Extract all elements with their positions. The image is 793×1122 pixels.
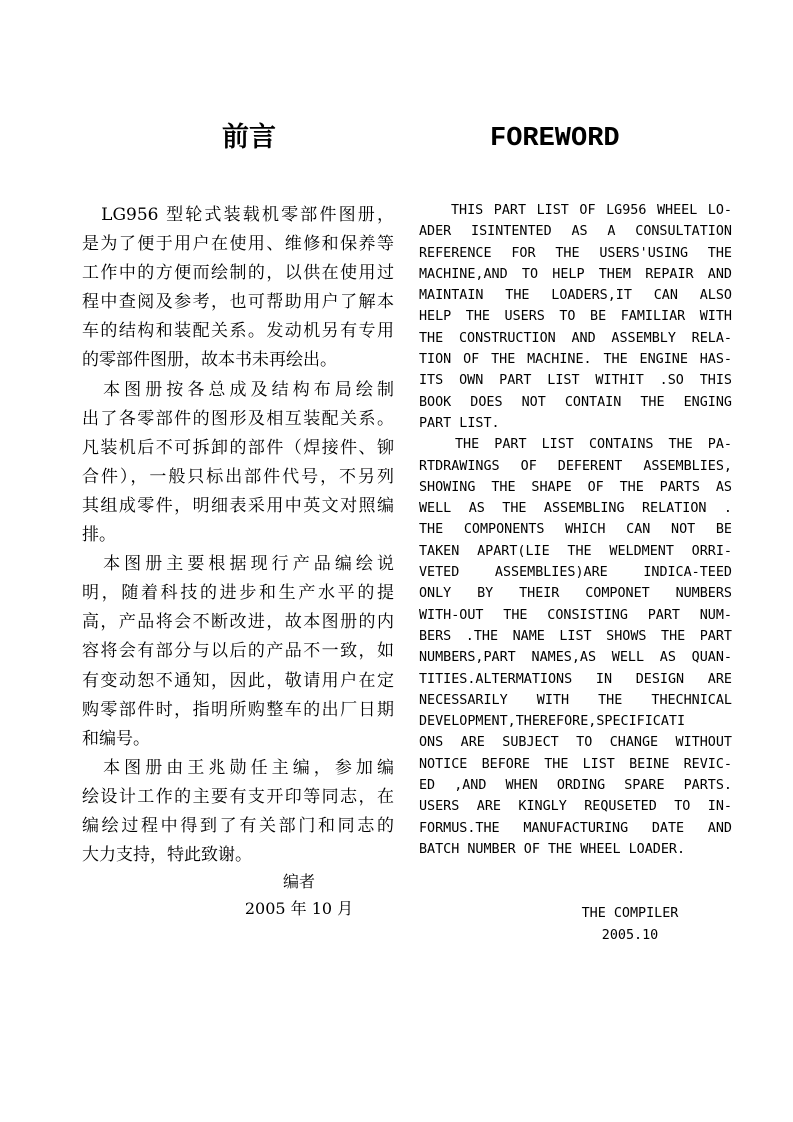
text-line-en-22: NUMBERS,PART NAMES,AS WELL AS QUAN- (419, 650, 732, 666)
text-line-en-20: WITH-OUT THE CONSISTING PART NUM- (419, 607, 732, 623)
foreword-chinese-body (82, 201, 394, 870)
text-line-cn-23: 大力支持，特此致谢。 (82, 845, 252, 866)
text-line-en-30: FORMUS.THE MANUFACTURING DATE AND (419, 820, 732, 836)
text-line-cn-11: 其组成零件，明细表采用中英文对照编 (82, 495, 394, 516)
text-line-en-25: DEVELOPMENT,THEREFORE,SPECIFICATI (419, 714, 686, 730)
text-line-en-1: THIS PART LIST OF LG956 WHEEL LO- (451, 203, 732, 218)
text-line-en-15: WELL AS THE ASSEMBLING RELATION . (419, 501, 732, 517)
text-line-cn-1: LG956 型轮式装载机零部件图册， (82, 205, 394, 225)
signature-date-cn: 2005 年 10 月 (244, 899, 354, 918)
text-line-en-14: SHOWING THE SHAPE OF THE PARTS AS (419, 479, 732, 495)
text-line-en-6: HELP THE USERS TO BE FAMILIAR WITH (419, 309, 732, 325)
text-line-cn-18: 购零部件时，指明所购整车的出厂日期 (82, 699, 394, 720)
text-line-en-18: VETED ASSEMBLIES)ARE INDICA-TEED (419, 565, 732, 581)
text-line-en-3: REFERENCE FOR THE USERS'USING THE (419, 245, 732, 261)
title-english: FOREWORD (490, 124, 620, 154)
text-line-cn-5: 车的结构和装配关系。发动机另有专用 (82, 321, 394, 342)
text-line-en-31: BATCH NUMBER OF THE WHEEL LOADER. (419, 841, 686, 857)
text-line-en-9: ITS OWN PART LIST WITHIT .SO THIS (419, 373, 732, 389)
text-line-cn-12: 排。 (82, 525, 116, 546)
text-line-cn-13: 本图册主要根据现行产品编绘说 (82, 554, 394, 575)
title-chinese: 前言 (222, 122, 276, 153)
text-line-en-8: TION OF THE MACHINE. THE ENGINE HAS- (419, 352, 732, 368)
signature-english (550, 903, 710, 947)
text-line-cn-8: 出了各零部件的图形及相互装配关系。 (82, 408, 394, 429)
text-line-en-12: THE PART LIST CONTAINS THE PA- (455, 437, 732, 453)
text-line-cn-2: 是为了便于用户在使用、维修和保养等 (82, 234, 394, 255)
text-line-en-13: RTDRAWINGS OF DEFERENT ASSEMBLIES, (419, 458, 732, 474)
text-line-en-19: ONLY BY THEIR COMPONET NUMBERS (419, 586, 732, 602)
text-line-en-11: PART LIST. (419, 415, 500, 431)
text-line-en-29: USERS ARE KINGLY REQUSETED TO IN- (419, 799, 732, 815)
text-line-cn-22: 编绘过程中得到了有关部门和同志的 (82, 815, 394, 836)
text-line-en-10: BOOK DOES NOT CONTAIN THE ENGING (419, 394, 732, 410)
text-line-en-5: MAINTAIN THE LOADERS,IT CAN ALSO (419, 288, 732, 304)
text-line-cn-10: 合件），一般只标出部件代号，不另列 (82, 466, 394, 487)
text-line-cn-3: 工作中的方便而绘制的，以供在使用过 (82, 263, 394, 284)
text-line-en-16: THE COMPONENTS WHICH CAN NOT BE (419, 522, 732, 538)
text-line-en-7: THE CONSTRUCTION AND ASSEMBLY RELA- (419, 330, 732, 346)
text-line-cn-19: 和编号。 (82, 728, 150, 749)
signature-date-en: 2005.10 (601, 928, 659, 943)
text-line-cn-21: 绘设计工作的主要有支开印等同志，在 (82, 786, 394, 807)
text-line-en-28: ED ,AND WHEN ORDING SPARE PARTS. (419, 778, 732, 794)
text-line-en-27: NOTICE BEFORE THE LIST BEINE REVIC- (419, 756, 732, 772)
text-line-en-26: ONS ARE SUBJECT TO CHANGE WITHOUT (419, 735, 732, 751)
text-line-en-2: ADER ISINTENTED AS A CONSULTATION (419, 224, 732, 240)
signature-chinese (226, 868, 372, 922)
text-line-cn-4: 程中查阅及参考，也可帮助用户了解本 (82, 292, 394, 313)
text-line-en-4: MACHINE,AND TO HELP THEM REPAIR AND (419, 266, 732, 282)
text-line-cn-7: 本图册按各总成及结构布局绘制 (82, 379, 394, 400)
text-line-cn-14: 明，随着科技的进步和生产水平的提 (82, 583, 394, 604)
text-line-cn-6: 的零部件图册，故本书未再绘出。 (82, 350, 337, 371)
text-line-en-17: TAKEN APART(LIE THE WELDMENT ORRI- (419, 543, 732, 559)
foreword-english-body (419, 200, 732, 860)
text-line-en-21: BERS .THE NAME LIST SHOWS THE PART (419, 628, 732, 644)
text-line-cn-15: 高，产品将会不断改进，故本图册的内 (82, 612, 394, 633)
signature-author-cn: 编者 (282, 872, 315, 891)
text-line-cn-17: 有变动恕不通知，因此，敬请用户在定 (82, 670, 394, 691)
text-line-cn-16: 容将会有部分与以后的产品不一致，如 (82, 641, 394, 662)
text-line-cn-20: 本图册由王兆勋任主编，参加编 (82, 757, 394, 778)
signature-author-en: THE COMPILER (581, 906, 679, 921)
text-line-en-23: TITIES.ALTERMATIONS IN DESIGN ARE (419, 671, 732, 687)
text-line-cn-9: 凡装机后不可拆卸的部件（焊接件、铆 (82, 437, 394, 458)
text-line-en-24: NECESSARILY WITH THE THECHNICAL (419, 692, 732, 708)
